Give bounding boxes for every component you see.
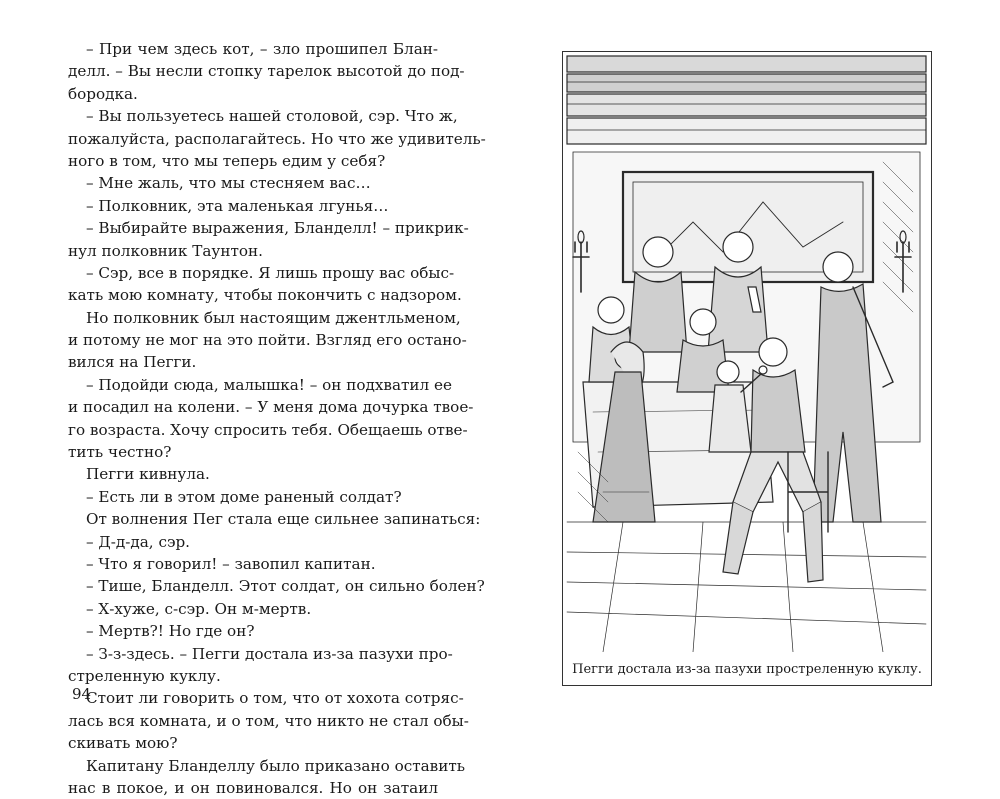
text-line: – Есть ли в этом доме раненый солдат? [86,487,402,506]
text-line: вился на Пегги. [68,353,197,372]
text-line: нас в покое, и он повиновался. Но он затаил [68,778,438,797]
text-line: нул полковник Таунтон. [68,241,263,260]
text-line: стреленную куклу. [68,666,221,685]
text-line: – Х-хуже, с-сэр. Он м-мертв. [86,599,312,618]
text-line: – Мертв?! Но где он? [86,622,255,641]
text-line: пожалуйста, располагайтесь. Но что же удивитель- [68,129,486,148]
text-line: Капитану Бланделлу было приказано оставить [86,756,466,775]
text-line: Пегги кивнула. [86,465,210,484]
text-line: скивать мою? [68,734,178,753]
illustration-frame [562,51,932,686]
ceiling-beam [567,56,926,72]
text-line: – Что я говорил! – завопил капитан. [86,554,376,573]
text-line: – Подойди сюда, малышка! – он подхватил ее [86,375,452,394]
doll-icon [759,366,767,374]
text-line: – З-з-здесь. – Пегги достала из-за пазухи про- [86,644,453,663]
text-line: – Вы пользуетесь нашей столовой, сэр. Что ж, [86,107,458,126]
text-line: Стоит ли говорить о том, что от хохота сотряс- [86,689,464,708]
text-line: тить честно? [68,443,172,462]
text-line: бородка. [68,84,138,103]
text-line: – Мне жаль, что мы стесняем вас… [86,174,371,193]
text-line: лась вся комната, и о том, что никто не стал обы- [68,711,469,730]
text-line: кать мою комнату, чтобы покончить с надзором. [68,286,462,305]
text-line: Но полковник был настоящим джентльменом, [86,308,461,327]
illustration-drawing [563,52,930,652]
text-line: – Тише, Бланделл. Этот солдат, он сильно болен? [86,577,485,596]
text-line: – Сэр, все в порядке. Я лишь прошу вас обыс- [86,263,455,282]
text-line: От волнения Пег стала еще сильнее запинаться: [86,510,481,529]
text-line: – Выбирайте выражения, Бланделл! – прикрик- [86,219,469,238]
text-line: – Д-д-да, сэр. [86,532,191,551]
text-line: и посадил на колени. – У меня дома дочурка твое- [68,398,474,417]
text-line: – При чем здесь кот, – зло прошипел Блан- [86,40,438,58]
text-line: – Полковник, эта маленькая лгунья… [86,196,389,215]
left-page-text [68,38,486,799]
text-line: и потому не мог на это пойти. Взгляд его остано- [68,331,467,350]
page-number: 94 [72,685,92,703]
text-line: ного в том, что мы теперь едим у себя? [68,151,386,170]
illustration-caption: Пегги достала из-за пазухи простреленную куклу. [572,662,922,677]
text-line: го возраста. Хочу спросить тебя. Обещаешь отве- [68,420,468,439]
text-line: делл. – Вы несли стопку тарелок высотой до под- [68,62,465,81]
